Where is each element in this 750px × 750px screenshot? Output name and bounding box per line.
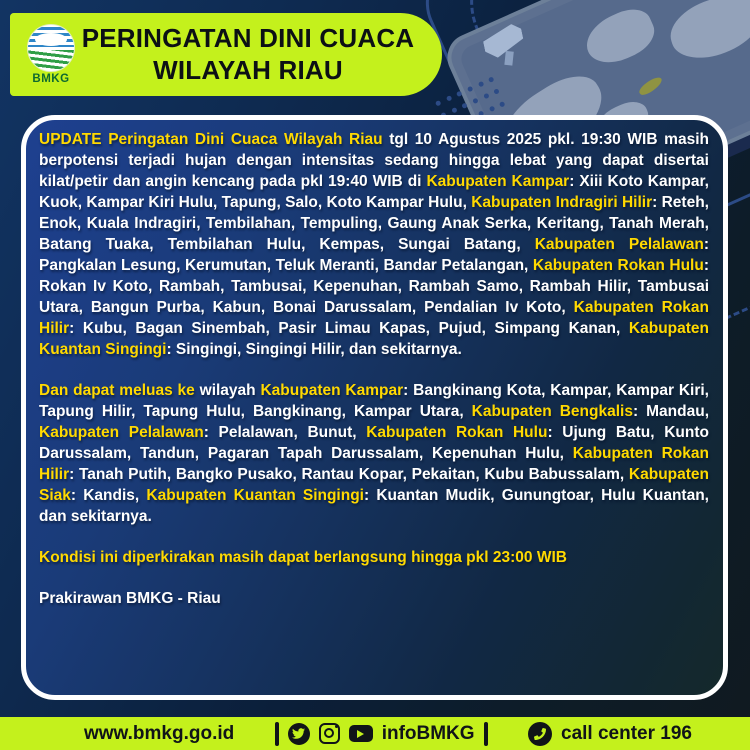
social-media-group — [275, 722, 488, 746]
poster-title-line1: PERINGATAN DINI CUACA — [81, 22, 415, 53]
body-text: : Xiii Koto Kampar, Kuok, Kampar Kiri Hulu, Tapung, Salo, Koto Kampar Hulu, — [39, 173, 709, 211]
bmkg-logo-icon — [27, 24, 75, 72]
phone-icon — [528, 722, 552, 746]
highlighted-region-name: Kabupaten Kampar — [426, 173, 570, 190]
body-text: : Rokan Iv Koto, Rambah, Tambusai, Kepenuhan, Rambah Samo, Rambah Hilir, Tambusai Utara, Bangun Purba, Kabun, Bonai Darussalam, Pendalian Iv Koto, — [39, 257, 710, 316]
highlighted-region-name: Kabupaten Kuantan Singingi — [146, 487, 364, 504]
highlighted-region-name: Kondisi ini diperkirakan masih dapat berlangsung hingga pkl 23:00 WIB — [39, 549, 567, 566]
warning-paragraph-current — [39, 129, 709, 360]
warning-paragraph-duration — [39, 547, 709, 568]
footer-bar — [0, 717, 750, 750]
warning-content-panel — [21, 115, 728, 700]
highlighted-region-name: Kabupaten Rokan Hilir — [39, 445, 709, 483]
highlighted-region-name: Kabupaten Rokan Hulu — [532, 257, 704, 274]
body-text: : Ujung Batu, Kunto Darussalam, Tandun, Pagaran Tapah Darussalam, Kepenuhan Hulu, — [39, 424, 709, 462]
body-text: : Pelalawan, Bunut, — [203, 424, 367, 441]
highlighted-region-name: Kabupaten Rokan Hulu — [366, 424, 548, 441]
body-text: : Tanah Putih, Bangko Pusako, Rantau Kopar, Pekaitan, Kubu Babussalam, — [69, 466, 629, 483]
youtube-icon — [349, 725, 373, 742]
header-banner — [10, 13, 442, 96]
twitter-icon — [288, 723, 310, 745]
highlighted-region-name: Kabupaten Kampar — [260, 382, 404, 399]
highlighted-region-name: Kabupaten Indragiri Hilir — [471, 194, 653, 211]
cloud-icon — [35, 33, 67, 46]
highlighted-region-name: Kabupaten Pelalawan — [39, 424, 204, 441]
map-landmass — [663, 0, 750, 67]
highlighted-region-name: Kabupaten Pelalawan — [534, 236, 704, 253]
body-text: wilayah — [194, 382, 261, 399]
bmkg-logo-label: BMKG — [32, 73, 70, 85]
social-handle: infoBMKG — [381, 722, 475, 744]
forecaster-signature — [39, 588, 709, 609]
separator-bar — [484, 722, 488, 746]
highlighted-region-name: Kabupaten Rokan Hilir — [39, 299, 710, 337]
body-text: : Bangkinang Kota, Kampar, Kampar Kiri, Tapung Hilir, Tapung Hulu, Bangkinang, Kampar Utara, — [39, 382, 709, 420]
warning-paragraph-expansion — [39, 380, 709, 527]
highlighted-region-name: Kabupaten Siak — [39, 466, 709, 504]
highlighted-region-name: Kabupaten Bengkalis — [471, 403, 633, 420]
body-text: : Pangkalan Lesung, Kerumutan, Teluk Meranti, Bandar Petalangan, — [39, 236, 709, 274]
website-url: www.bmkg.go.id — [84, 722, 235, 744]
highlighted-region-name: Dan dapat meluas ke — [39, 382, 195, 399]
highlighted-region-name: UPDATE Peringatan Dini Cuaca Wilayah Riau — [39, 131, 383, 148]
body-text: : Mandau, — [632, 403, 709, 420]
bmkg-logo — [22, 24, 80, 85]
call-center-label: call center 196 — [561, 722, 692, 744]
body-text: : Kuantan Mudik, Gunungtoar, Hulu Kuantan, dan sekitarnya. — [39, 487, 709, 525]
instagram-icon — [319, 723, 340, 744]
call-center-group — [528, 722, 692, 746]
map-highlighted-region — [637, 74, 664, 97]
body-text: : Kandis, — [70, 487, 147, 504]
body-text: Prakirawan BMKG - Riau — [39, 590, 221, 607]
map-landmass — [579, 2, 661, 72]
warning-bulletin-text — [39, 129, 709, 609]
body-text: : Kubu, Bagan Sinembah, Pasir Limau Kapas, Pujud, Simpang Kanan, — [69, 320, 629, 337]
body-text: : Singingi, Singingi Hilir, dan sekitarnya. — [166, 341, 462, 358]
body-text: : Reteh, Enok, Kuala Indragiri, Tembilahan, Tempuling, Gaung Anak Serka, Keritang, Tanah Merah, Batang Tuaka, Tembilahan Hulu, Kempas, Sungai Batang, — [39, 194, 709, 253]
separator-bar — [275, 722, 279, 746]
body-text: tgl 10 Agustus 2025 pkl. 19:30 WIB masih berpotensi terjadi hujan dengan intensitas sedang hingga lebat yang dapat disertai kilat/petir dan angin kencang pada pkl 19:40 WIB di — [39, 131, 709, 190]
highlighted-region-name: Kabupaten Kuantan Singingi — [39, 320, 709, 358]
poster-title — [80, 23, 442, 86]
poster-title-line2: WILAYAH RIAU — [153, 54, 343, 85]
